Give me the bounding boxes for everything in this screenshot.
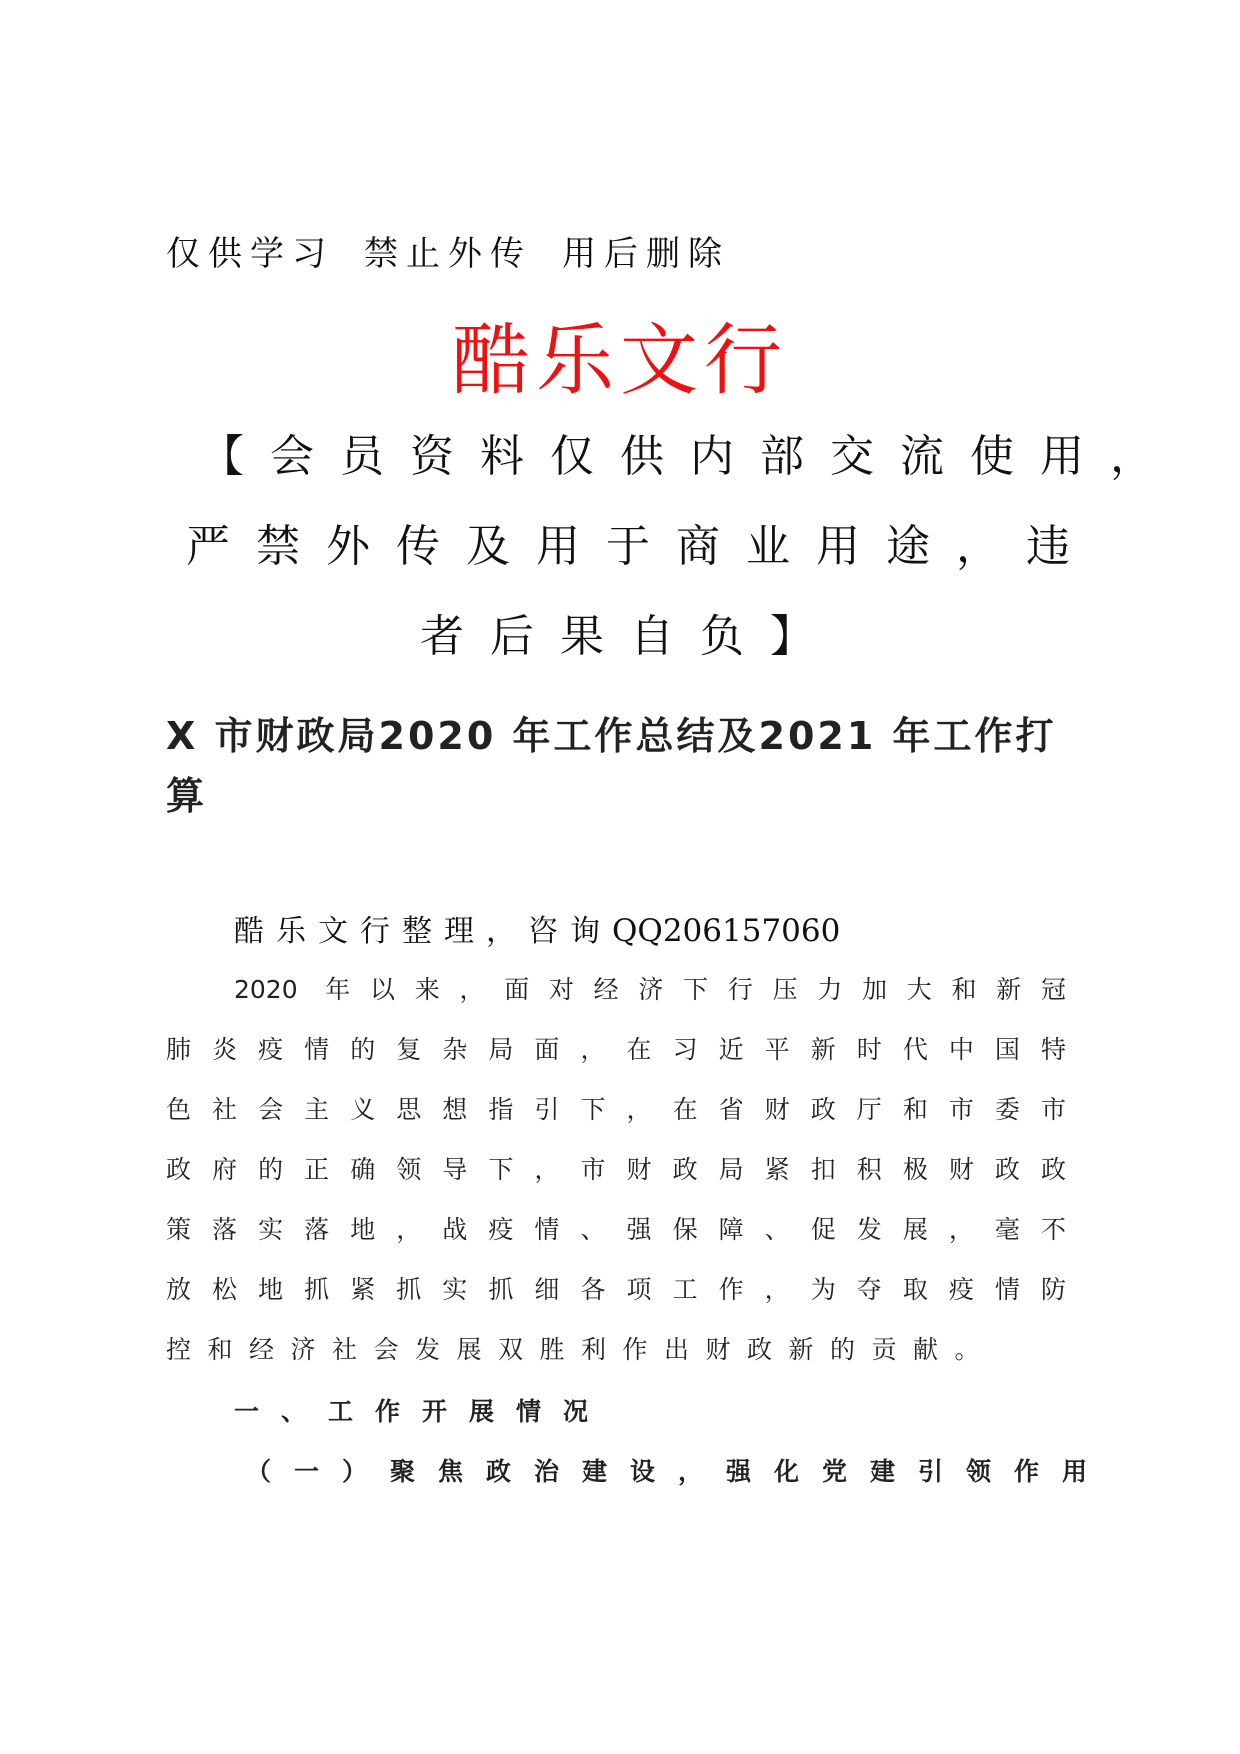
brand-title: 酷乐文行 — [451, 316, 788, 406]
member-notice-line-2: 严禁外传及用于商业用途，违 — [186, 521, 1096, 572]
paragraph-line: 2020 年以来，面对经济下行压力加大和新冠 — [234, 975, 1066, 1004]
compiled-by-line — [234, 906, 840, 950]
paragraph-line: 放松地抓紧抓实抓细各项工作，为夺取疫情防 — [166, 1275, 1066, 1304]
notice-study-only: 仅供学习 — [166, 234, 334, 274]
paragraph-line: 色社会主义思想指引下，在省财政厅和市委市 — [166, 1095, 1066, 1124]
subsection-heading: （一）聚焦政治建设，强化党建引领作用 — [246, 1457, 1111, 1486]
notice-no-distribution: 禁止外传 — [364, 234, 532, 274]
document-title: X 市财政局2020 年工作总结及2021 年工作打算 — [166, 714, 1057, 818]
member-notice-line-3: 者后果自负】 — [420, 611, 840, 662]
paragraph-line: 政府的正确领导下，市财政局紧扣积极财政政 — [166, 1155, 1066, 1184]
member-notice-line-1: 【会员资料仅供内部交流使用， — [200, 431, 1180, 482]
paragraph-line: 控和经济社会发展双胜利作出财政新的贡献。 — [166, 1335, 997, 1364]
contact-qq: QQ206157060 — [612, 913, 841, 949]
paragraph-line: 策落实落地，战疫情、强保障、促发展，毫不 — [166, 1215, 1066, 1244]
usage-notice — [166, 226, 730, 275]
notice-delete-after-use: 用后删除 — [562, 234, 730, 274]
paragraph-line: 肺炎疫情的复杂局面，在习近平新时代中国特 — [166, 1035, 1066, 1064]
section-heading: 一、工作开展情况 — [234, 1397, 611, 1426]
compiled-by-text: 酷乐文行整理，咨询 — [234, 914, 612, 949]
